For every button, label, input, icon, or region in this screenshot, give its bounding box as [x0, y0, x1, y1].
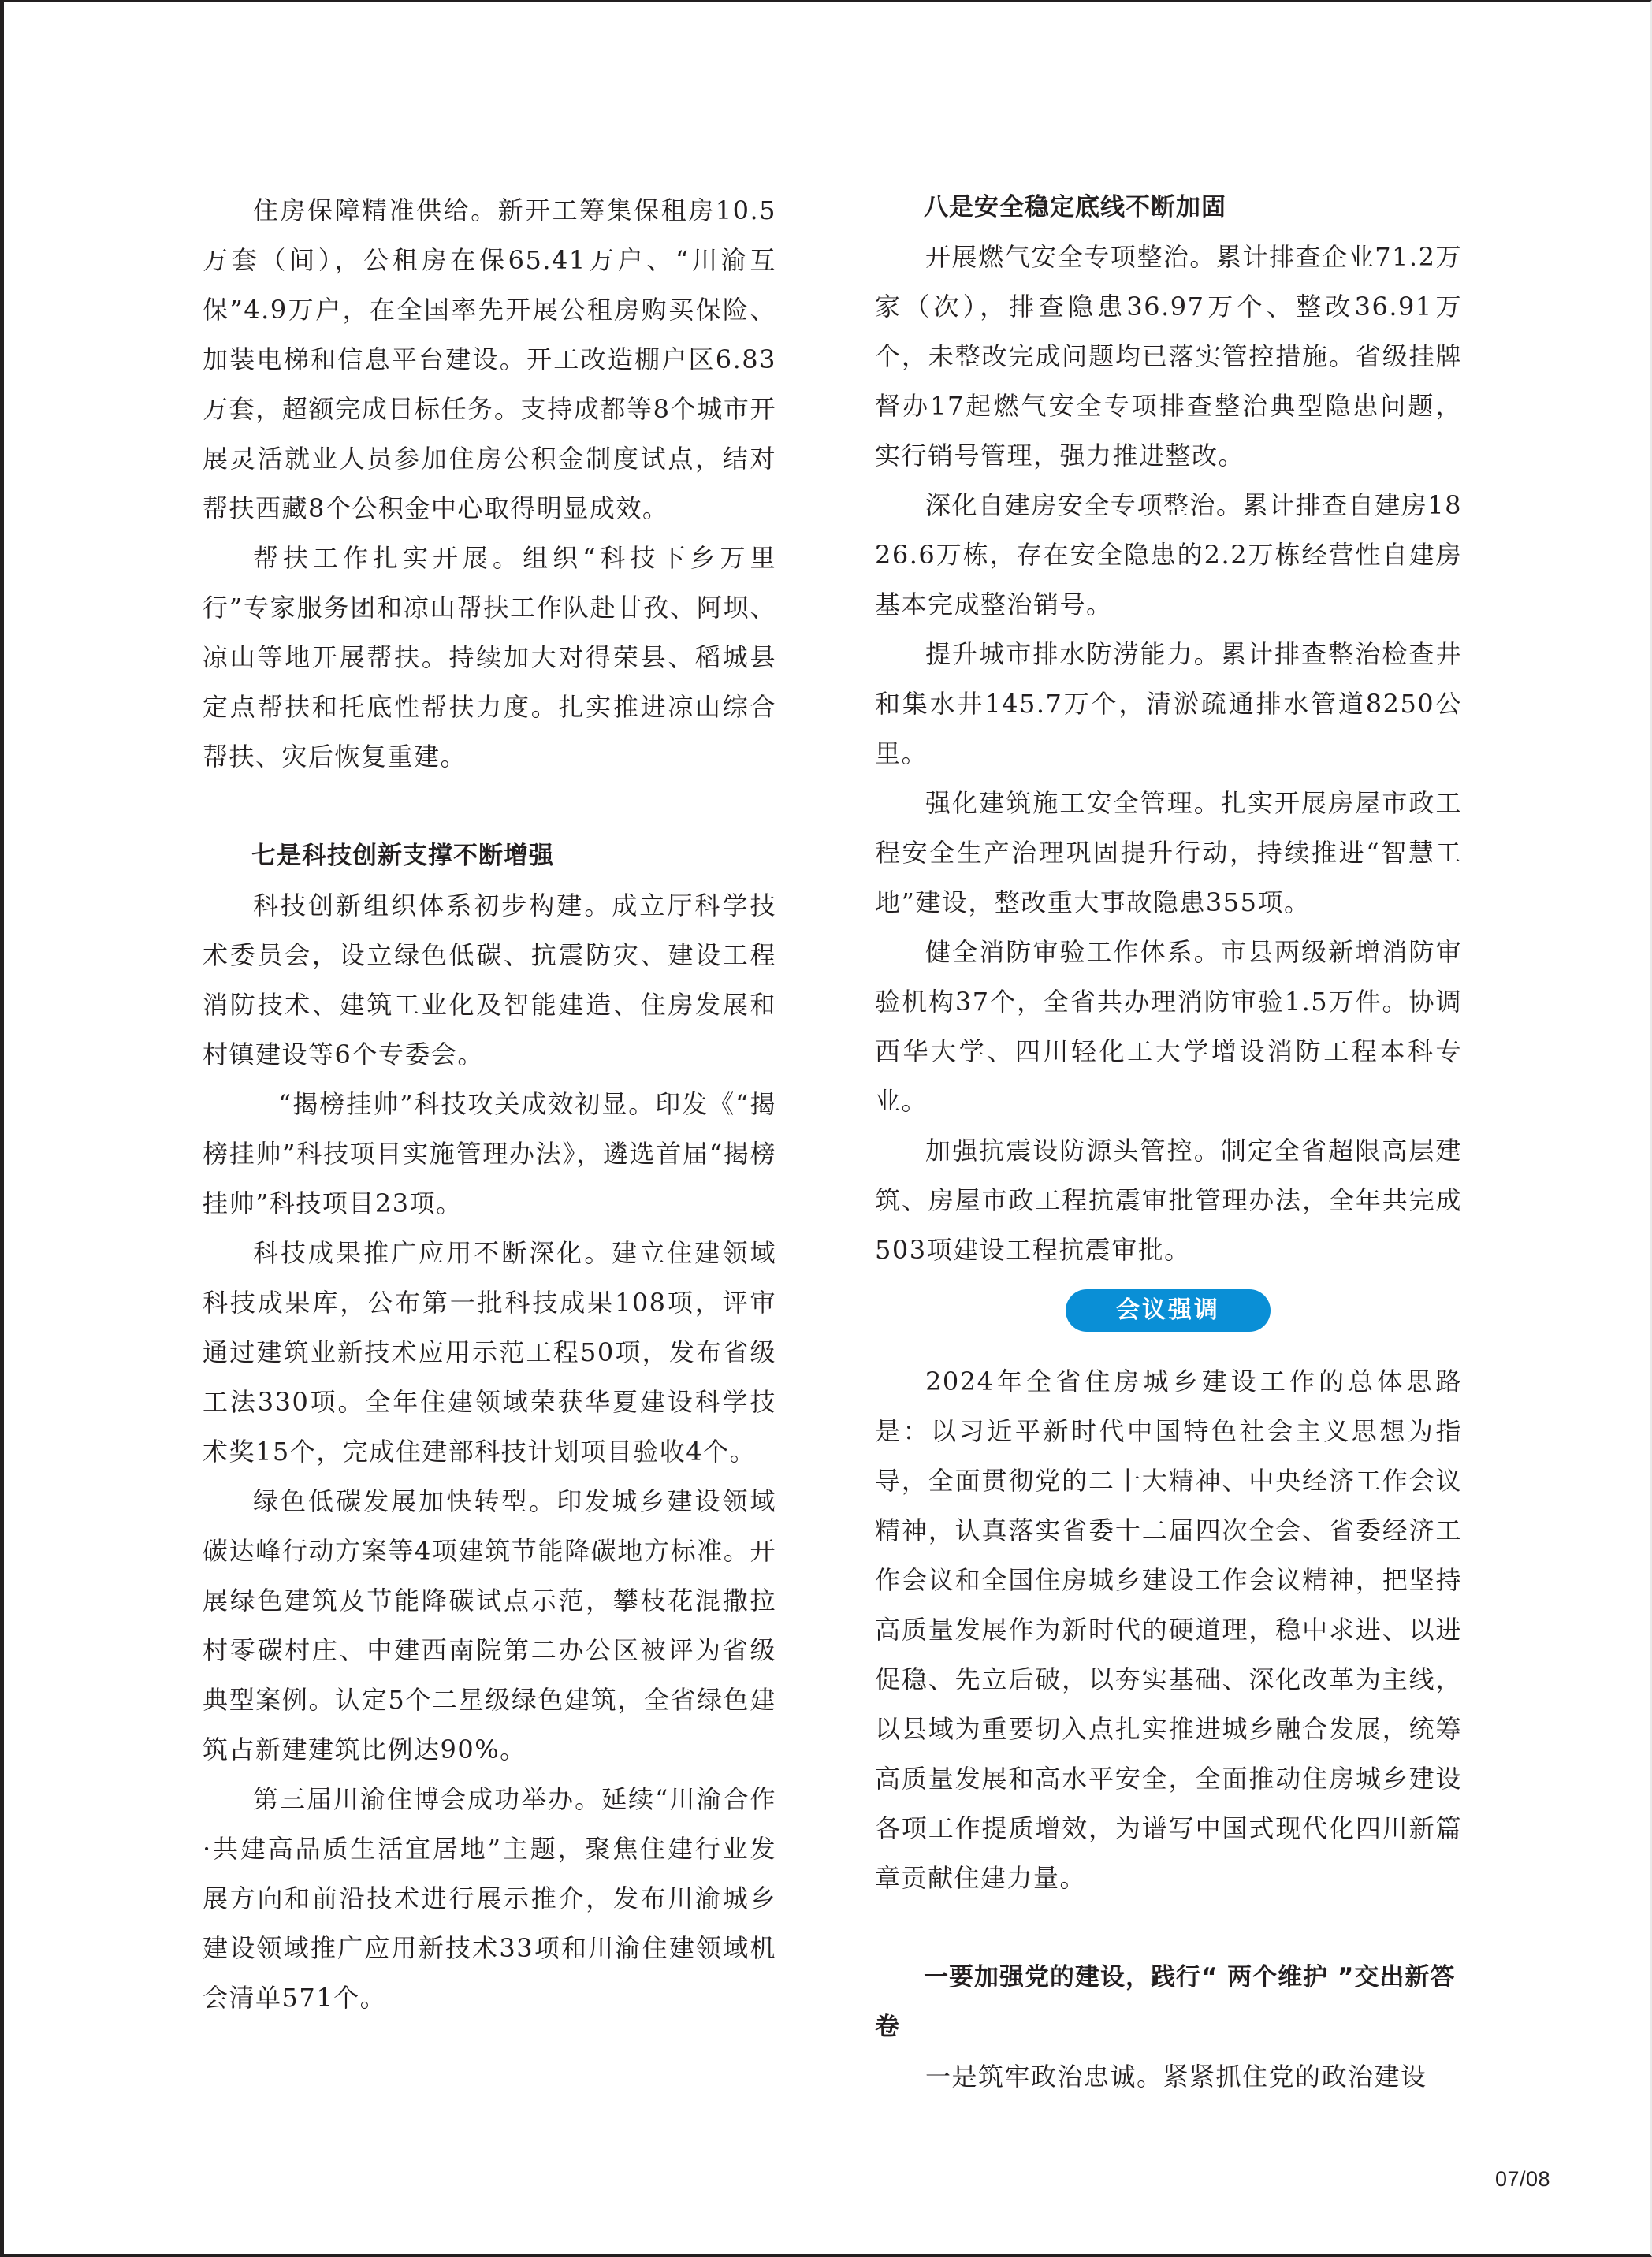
paragraph-overall-approach: 2024年全省住房城乡建设工作的总体思路是：以习近平新时代中国特色社会主义思想为指导，全面贯彻党的二十大精神、中央经济工作会议精神，认真落实省委十二届四次全会、省委经济工作会议和全国住房城乡建设工作会议精神，把坚持高质量发展作为新时代的硬道理，稳中求进、以进促稳、先立后破，以夯实基础、深化改革为主线，以县域为重要切入点扎实推进城乡融合发展，统筹高质量发展和高水平安全，全面推动住房城乡建设各项工作提质增效，为谱写中国式现代化四川新篇章贡献住建力量。 [875, 1366, 1462, 1893]
paragraph-housing-expo: 第三届川渝住博会成功举办。延续“川渝合作·共建高品质生活宜居地”主题，聚焦住建行业发展方向和前沿技术进行展示推介，发布川渝城乡建设领域推广应用新技术33项和川渝住建领域机会清单571个。 [203, 1784, 776, 2013]
paragraph-green-low-carbon: 绿色低碳发展加快转型。印发城乡建设领域碳达峰行动方案等4项建筑节能降碳地方标准。开展绿色建筑及节能降碳试点示范，攀枝花混撒拉村零碳村庄、中建西南院第二办公区被评为省级典型案例。认定5个二星级绿色建筑，全省绿色建筑占新建建筑比例达90%。 [203, 1486, 776, 1764]
paragraph-jiebang-guashuai: “揭榜挂帅”科技攻关成效初显。印发《“揭榜挂帅”科技项目实施管理办法》，遴选首届“揭榜挂帅”科技项目23项。 [203, 1089, 776, 1218]
paragraph-drainage: 提升城市排水防涝能力。累计排查整治检查井和集水井145.7万个，清淤疏通排水管道8250公里。 [875, 639, 1462, 768]
paragraph-tech-achievements: 科技成果推广应用不断深化。建立住建领域科技成果库，公布第一批科技成果108项，评审通过建筑业新技术应用示范工程50项，发布省级工法330项。全年住建领域荣获华夏建设科学技术奖15个，完成住建部科技计划项目验收4个。 [203, 1238, 776, 1467]
sub-heading-party-building: 一要加强党的建设，践行“ 两个维护 ”交出新答卷 [875, 1963, 1456, 2041]
paragraph-housing-security: 住房保障精准供给。新开工筹集保租房10.5万套（间），公租房在保65.41万户、“川渝互保”4.9万户，在全国率先开展公租房购买保险、加装电梯和信息平台建设。开工改造棚户区6.83万套，超额完成目标任务。支持成都等8个城市开展灵活就业人员参加住房公积金制度试点，结对帮扶西藏8个公积金中心取得明显成效。 [203, 195, 776, 523]
paragraph-fire-review: 健全消防审验工作体系。市县两级新增消防审验机构37个，全省共办理消防审验1.5万件。协调西华大学、四川轻化工大学增设消防工程本科专业。 [875, 937, 1462, 1116]
section-heading-safety: 八是安全稳定底线不断加固 [924, 193, 1226, 221]
meeting-emphasis-badge: 会议强调 [1066, 1289, 1271, 1332]
paragraph-gas-safety: 开展燃气安全专项整治。累计排查企业71.2万家（次），排查隐患36.97万个、整改36.91万个，未整改完成问题均已落实管控措施。省级挂牌督办17起燃气安全专项排查整治典型隐患问题，实行销号管理，强力推进整改。 [875, 242, 1462, 470]
spacer [203, 782, 776, 831]
paragraph-construction-safety: 强化建筑施工安全管理。扎实开展房屋市政工程安全生产治理巩固提升行动，持续推进“智慧工地”建设，整改重大事故隐患355项。 [875, 788, 1462, 917]
page-number: 07/08 [1495, 2167, 1551, 2191]
paragraph-seismic: 加强抗震设防源头管控。制定全省超限高层建筑、房屋市政工程抗震审批管理办法，全年共完成503项建设工程抗震审批。 [875, 1136, 1462, 1265]
spacer [875, 1903, 1462, 1953]
paragraph-assistance-work: 帮扶工作扎实开展。组织“科技下乡万里行”专家服务团和凉山帮扶工作队赴甘孜、阿坝、凉山等地开展帮扶。持续加大对得荣县、稻城县定点帮扶和托底性帮扶力度。扎实推进凉山综合帮扶、灾后恢复重建。 [203, 543, 776, 772]
section-heading-tech-innovation: 七是科技创新支撑不断增强 [251, 842, 554, 870]
paragraph-political-loyalty: 一是筑牢政治忠诚。紧紧抓住党的政治建设 [925, 2062, 1427, 2092]
paragraph-tech-org-system: 科技创新组织体系初步构建。成立厅科学技术委员会，设立绿色低碳、抗震防灾、建设工程消防技术、建筑工业化及智能建造、住房发展和村镇建设等6个专委会。 [203, 891, 776, 1069]
right-column [875, 183, 1462, 2102]
badge-row [875, 1275, 1462, 1357]
left-column [203, 186, 776, 2023]
paragraph-self-built-housing: 深化自建房安全专项整治。累计排查自建房1826.6万栋，存在安全隐患的2.2万栋经营性自建房基本完成整治销号。 [875, 490, 1462, 619]
